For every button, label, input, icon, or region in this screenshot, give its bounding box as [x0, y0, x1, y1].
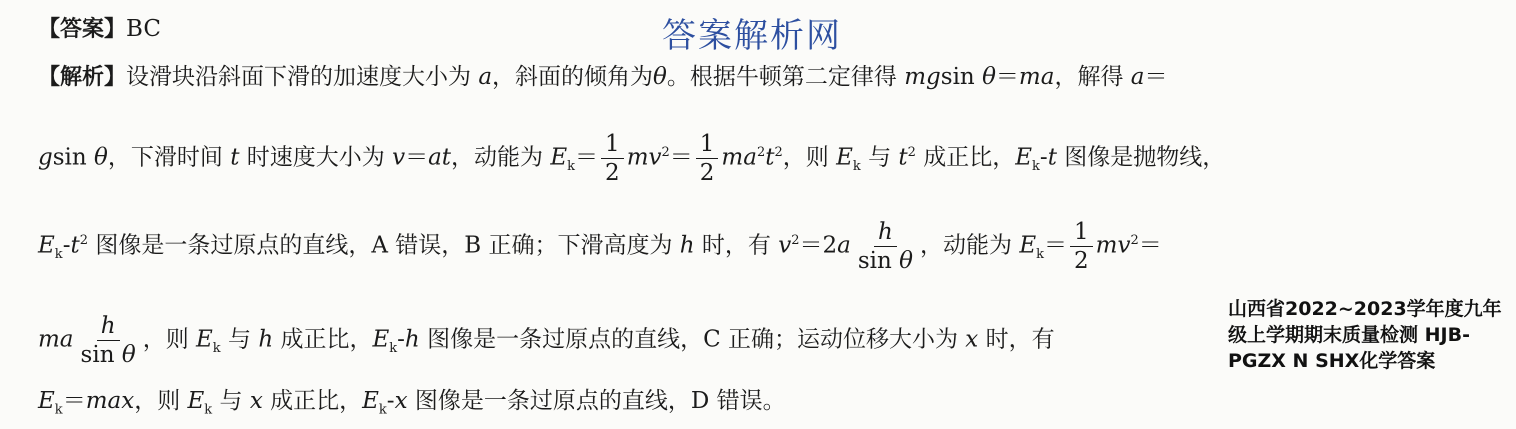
analysis-label: 【解析】: [38, 65, 127, 90]
fraction: $\frac{1}{2}$: [601, 130, 624, 187]
text: 。根据牛顿第二定律得: [666, 64, 897, 90]
text: ，解得: [1054, 64, 1124, 90]
text: ，下滑时间: [107, 144, 223, 171]
text: 与: [228, 326, 251, 353]
text: ，动能为: [920, 232, 1013, 259]
text: 与: [219, 388, 243, 414]
answer-value: BC: [126, 16, 161, 42]
text: 图像是一条过原点的直线，A 错误，B 正确；下滑高度为: [95, 232, 673, 259]
fraction: $\frac{h}{\text{sin θ}}$: [857, 219, 914, 274]
text: ，动能为: [451, 144, 544, 171]
fraction: $\frac{1}{2}$: [1070, 218, 1093, 275]
fraction: $\frac{h}{\text{sin θ}}$: [80, 313, 136, 368]
analysis-line-5: $E_k=\max$，则 $E_k$ 与 x 成正比，$E_k-x$ 图像是一条过原点的直线，D 错误。: [38, 388, 786, 418]
fraction: $\frac{1}{2}$: [696, 130, 719, 187]
text: 时，有: [985, 326, 1055, 353]
text: 图像是一条过原点的直线，C 正确；运动位移大小为: [427, 326, 958, 353]
source-caption: 山西省2022~2023学年度九年级上学期期末质量检测 HJB-PGZX N SHX化学答案: [1228, 298, 1502, 372]
text: 成正比，: [923, 144, 1016, 171]
answer-line: [38, 14, 1486, 45]
analysis-line-2: gsin θ，下滑时间 t 时速度大小为 v＝at，动能为 $E_k=$ $\frac{1}{2}$ $mv^2=$ $\frac{1}{2}$ $ma^2t^2$，则 $E_k$ 与 $t^2$ 成正比，$E_k-t$ 图像是抛物线，: [38, 131, 1226, 186]
text: 时，有: [701, 232, 771, 259]
answer-label: 【答案】: [38, 17, 127, 42]
text: 图像是一条过原点的直线，D 错误。: [414, 388, 786, 414]
text: 成正比，: [270, 388, 363, 414]
text: 设滑块沿斜面下滑的加速度大小为: [126, 64, 472, 90]
text: 图像是抛物线，: [1064, 144, 1226, 171]
analysis-line-3: $E_k-t^2$ 图像是一条过原点的直线，A 错误，B 正确；下滑高度为 h 时，有 $v^2=2a$ $\frac{h}{\text{sin θ}}$ ，动能为 $E_k=$ $\frac{1}{2}$ $mv^2=$: [38, 219, 1162, 274]
analysis-line-1: 【解析】设滑块沿斜面下滑的加速度大小为 a，斜面的倾角为θ。根据牛顿第二定律得 mgsin θ＝ma，解得 a＝: [38, 64, 1168, 90]
text: 与: [868, 144, 892, 171]
text: ，斜面的倾角为: [492, 64, 654, 90]
text: ，则: [142, 326, 189, 353]
text: ，则: [134, 388, 181, 414]
text: 时速度大小为: [246, 144, 385, 171]
analysis-line-4: ma $\frac{h}{\text{sin θ}}$ ，则 $E_k$ 与 h 成正比，$E_k-h$ 图像是一条过原点的直线，C 正确；运动位移大小为 x 时，有: [38, 313, 1055, 368]
text: ，则: [782, 144, 829, 171]
watermark-title: 答案解析网: [662, 16, 842, 56]
text: 成正比，: [280, 326, 373, 353]
